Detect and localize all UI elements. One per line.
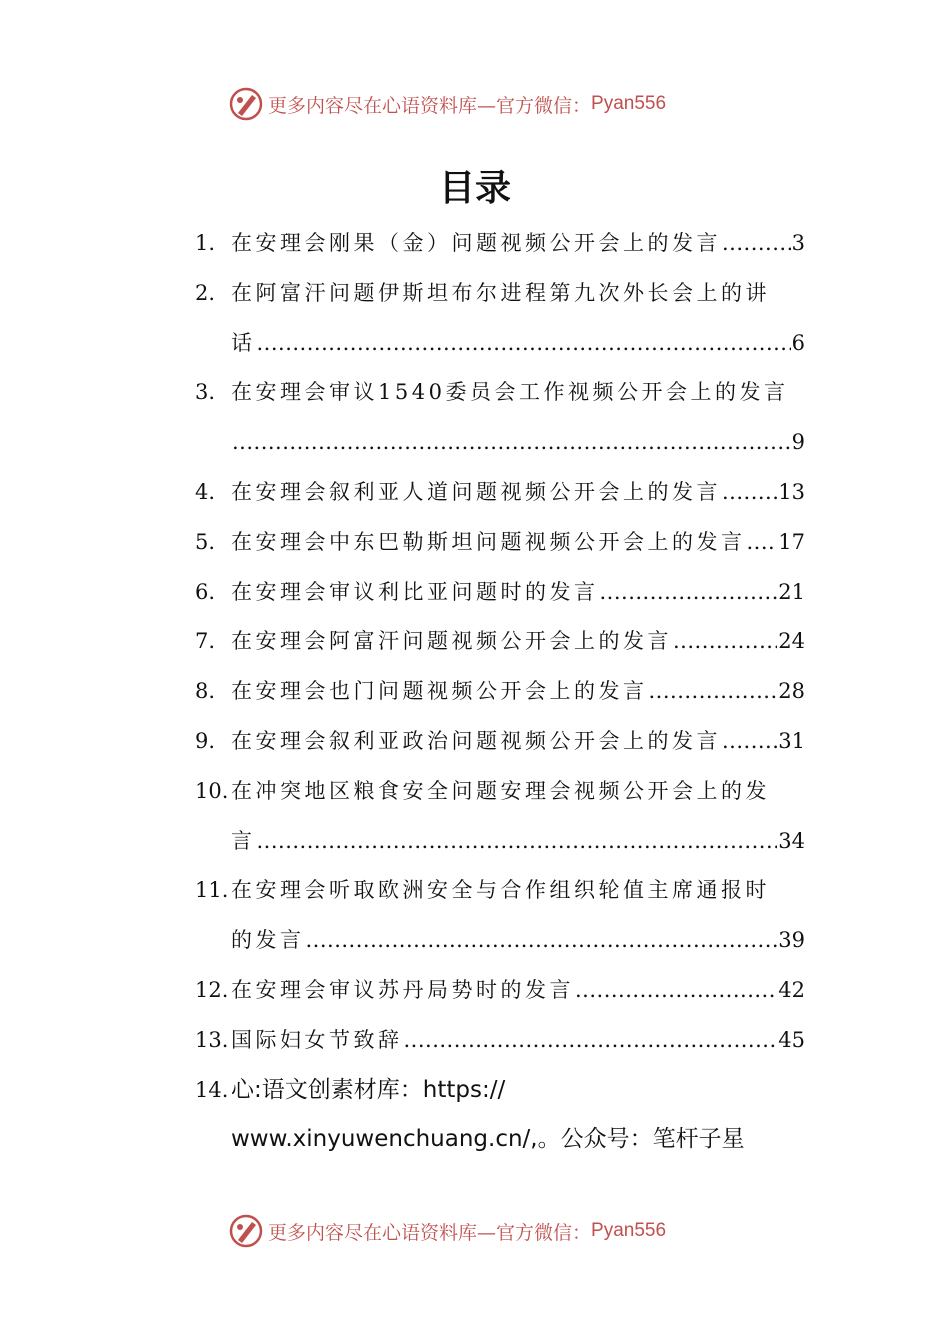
- toc-item[interactable]: [231, 1015, 805, 1065]
- toc-item-title: 在安理会阿富汗问题视频公开会上的发言: [231, 629, 672, 654]
- toc-leader-dots: [600, 567, 778, 617]
- toc-leader-dots: [257, 318, 791, 368]
- toc-line: [0, 616, 950, 666]
- toc-item-number: 10.: [195, 778, 229, 803]
- toc-item-title-continued: 话: [231, 330, 256, 355]
- promo-line: 心:语文创素材库：https://: [231, 1076, 506, 1103]
- toc-item[interactable]: [231, 318, 805, 368]
- toc-item[interactable]: [231, 915, 805, 965]
- toc-item-page: 17: [778, 529, 805, 554]
- toc-item-title: 在阿富汗问题伊斯坦布尔进程第九次外长会上的讲: [231, 280, 770, 305]
- toc-leader-dots: [722, 716, 777, 766]
- toc-leader-dots: [306, 915, 778, 965]
- toc-line: [0, 1065, 950, 1115]
- toc-leader-dots: [722, 218, 791, 268]
- toc-item-page: 28: [778, 679, 805, 704]
- toc-item-title: 在安理会中东巴勒斯坦问题视频公开会上的发言: [231, 529, 746, 554]
- banner-wechat-id: Pyan556: [591, 1220, 667, 1241]
- toc-item-title-continued: 的发言: [231, 928, 305, 953]
- toc-leader-dots: [257, 816, 778, 866]
- toc-line: [0, 517, 950, 567]
- toc-item-page: 3: [791, 231, 805, 255]
- toc-item-title-continued: 言: [231, 828, 256, 853]
- toc-item-number: 6.: [195, 579, 216, 604]
- toc-item-page: 45: [778, 1027, 805, 1052]
- toc-item-number: 9.: [195, 729, 216, 753]
- toc-item-page: 9: [791, 430, 805, 455]
- toc-line: [0, 567, 950, 617]
- toc-line: [0, 915, 950, 965]
- footer-watermark-banner: [228, 1211, 666, 1251]
- toc-line: [0, 467, 950, 517]
- banner-text: 更多内容尽在心语资料库—官方微信：: [268, 1221, 592, 1244]
- toc-item-page: 24: [778, 629, 805, 654]
- page-title: 目录: [438, 168, 511, 209]
- toc-item-number: 12.: [195, 978, 229, 1002]
- toc-item-title: 在安理会审议利比亚问题时的发言: [231, 579, 599, 604]
- toc-line: [0, 1015, 950, 1065]
- toc-item-number: 2.: [195, 280, 216, 305]
- toc-line: [0, 218, 950, 268]
- toc-item[interactable]: [231, 716, 805, 766]
- toc-item-number: 4.: [195, 480, 216, 504]
- toc-item-number: 14.: [195, 1077, 229, 1102]
- toc-line: [0, 865, 950, 915]
- toc-item[interactable]: [231, 517, 805, 567]
- toc-item-number: 3.: [195, 380, 216, 405]
- toc-item-title: 在冲突地区粮食安全问题安理会视频公开会上的发: [231, 778, 770, 803]
- toc-item-title: 在安理会审议1540委员会工作视频公开会上的发言: [231, 380, 789, 405]
- toc-leader-dots: [722, 467, 777, 517]
- toc-item-title: 在安理会也门问题视频公开会上的发言: [231, 679, 648, 704]
- toc-item-number: 11.: [195, 878, 229, 903]
- toc-line: [0, 816, 950, 866]
- toc-item-page: 21: [778, 579, 805, 604]
- header-watermark-banner: [228, 84, 666, 124]
- toc-item-title: 在安理会叙利亚政治问题视频公开会上的发言: [231, 729, 721, 753]
- toc-item-number: 7.: [195, 629, 216, 654]
- toc-item[interactable]: [231, 218, 805, 268]
- toc-item-title: 在安理会审议苏丹局势时的发言: [231, 978, 574, 1002]
- toc-item-number: 5.: [195, 529, 216, 554]
- toc-item-page: 31: [778, 729, 805, 753]
- toc-item[interactable]: [231, 467, 805, 517]
- toc-item[interactable]: [231, 666, 805, 716]
- toc-item-number: 1.: [195, 231, 216, 255]
- toc-item[interactable]: [231, 965, 805, 1015]
- toc-item-number: 13.: [195, 1027, 229, 1052]
- banner-wechat-id: Pyan556: [591, 93, 667, 114]
- toc-item-page: 39: [778, 928, 805, 953]
- toc-leader-dots: [404, 1015, 778, 1065]
- toc-item-title: 在安理会刚果（金）问题视频公开会上的发言: [231, 231, 721, 255]
- toc-item[interactable]: [231, 816, 805, 866]
- toc-line: [0, 766, 950, 816]
- toc-item-page: 42: [778, 978, 805, 1002]
- toc-item-number: 8.: [195, 679, 216, 704]
- pen-logo-icon: [228, 86, 264, 122]
- toc-leader-dots: [673, 616, 777, 666]
- toc-item-page: 6: [791, 330, 805, 355]
- toc-item-title: 在安理会听取欧洲安全与合作组织轮值主席通报时: [231, 878, 770, 903]
- pen-logo-icon: [228, 1213, 264, 1249]
- toc-item[interactable]: [231, 567, 805, 617]
- toc-line: [0, 268, 950, 318]
- toc-leader-dots: [747, 517, 778, 567]
- toc-line: [0, 716, 950, 766]
- toc-item[interactable]: [231, 417, 805, 467]
- toc-line: [0, 666, 950, 716]
- toc-line: [0, 1114, 950, 1164]
- toc-line: [0, 318, 950, 368]
- toc-leader-dots: [649, 666, 778, 716]
- toc-item-title: 国际妇女节致辞: [231, 1027, 403, 1052]
- toc-leader-dots: [575, 965, 777, 1015]
- toc-line: [0, 367, 950, 417]
- toc-item[interactable]: [231, 616, 805, 666]
- banner-text: 更多内容尽在心语资料库—官方微信：: [268, 94, 592, 117]
- toc-line: [0, 965, 950, 1015]
- toc-leader-dots: [232, 417, 791, 467]
- toc-item-page: 13: [778, 480, 805, 504]
- toc-item-title: 在安理会叙利亚人道问题视频公开会上的发言: [231, 480, 721, 504]
- promo-line: www.xinyuwenchuang.cn/,。公众号：笔杆子星: [231, 1126, 745, 1153]
- toc-line: [0, 417, 950, 467]
- toc-item-page: 34: [778, 828, 805, 853]
